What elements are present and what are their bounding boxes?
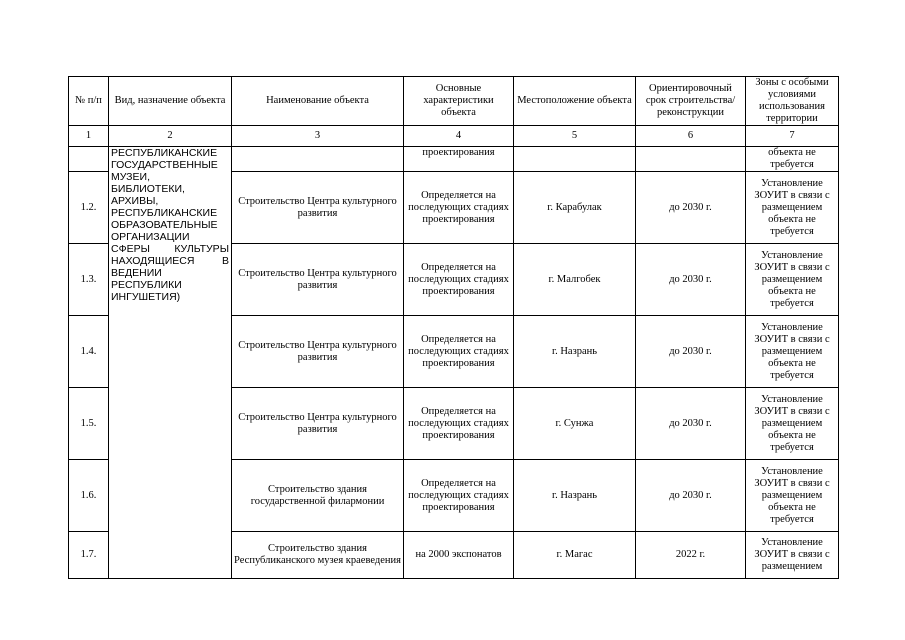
row-term bbox=[636, 147, 746, 172]
row-location: г. Сунжа bbox=[514, 388, 636, 460]
category-line: ОБРАЗОВАТЕЛЬНЫЕ bbox=[111, 219, 218, 231]
continuation-zone: объекта не требуется bbox=[746, 147, 839, 172]
category-line: ВЕДЕНИИ bbox=[111, 267, 162, 279]
column-numbers-row bbox=[69, 126, 839, 147]
row-num: 1.2. bbox=[69, 172, 109, 244]
row-zone: Установление ЗОУИТ в связи с размещением объекта не требуется bbox=[746, 316, 839, 388]
column-number: 4 bbox=[404, 126, 514, 147]
row-name bbox=[232, 147, 404, 172]
row-num: 1.6. bbox=[69, 460, 109, 532]
header-term: Ориентировочный срок строительства/ реконструкции bbox=[636, 77, 746, 126]
category-line: ГОСУДАРСТВЕННЫЕ bbox=[111, 159, 218, 171]
row-name: Строительство Центра культурного развития bbox=[232, 388, 404, 460]
row-location: г. Магас bbox=[514, 532, 636, 579]
header-characteristics: Основные характеристики объекта bbox=[404, 77, 514, 126]
row-term: до 2030 г. bbox=[636, 316, 746, 388]
row-zone: Установление ЗОУИТ в связи с размещением объекта не требуется bbox=[746, 388, 839, 460]
row-characteristics: Определяется на последующих стадиях проектирования bbox=[404, 388, 514, 460]
row-zone: Установление ЗОУИТ в связи с размещением объекта не требуется bbox=[746, 172, 839, 244]
row-name: Строительство здания Республиканского музея краеведения bbox=[232, 532, 404, 579]
header-name: Наименование объекта bbox=[232, 77, 404, 126]
row-term: до 2030 г. bbox=[636, 244, 746, 316]
category-line: РЕСПУБЛИКАНСКИЕ bbox=[111, 207, 218, 219]
row-name: Строительство Центра культурного развития bbox=[232, 244, 404, 316]
category-line: ИНГУШЕТИЯ) bbox=[111, 291, 181, 303]
row-location bbox=[514, 147, 636, 172]
row-num bbox=[69, 147, 109, 172]
category-line: РЕСПУБЛИКАНСКИЕ bbox=[111, 147, 218, 159]
row-characteristics: Определяется на последующих стадиях проектирования bbox=[404, 460, 514, 532]
category-line: ОРГАНИЗАЦИИ bbox=[111, 231, 190, 243]
category-cell bbox=[109, 147, 232, 579]
row-location: г. Назрань bbox=[514, 316, 636, 388]
column-number: 3 bbox=[232, 126, 404, 147]
row-num: 1.3. bbox=[69, 244, 109, 316]
category-line: АРХИВЫ, bbox=[111, 195, 159, 207]
row-characteristics: на 2000 экспонатов bbox=[404, 532, 514, 579]
category-line: СФЕРЫ КУЛЬТУРЫ bbox=[111, 243, 229, 255]
row-characteristics: Определяется на последующих стадиях проектирования bbox=[404, 316, 514, 388]
row-term: до 2030 г. bbox=[636, 388, 746, 460]
column-number: 5 bbox=[514, 126, 636, 147]
column-number: 2 bbox=[109, 126, 232, 147]
header-type: Вид, назначение объекта bbox=[109, 77, 232, 126]
column-number: 7 bbox=[746, 126, 839, 147]
row-zone: Установление ЗОУИТ в связи с размещением объекта не требуется bbox=[746, 244, 839, 316]
row-term: до 2030 г. bbox=[636, 172, 746, 244]
row-name: Строительство Центра культурного развития bbox=[232, 172, 404, 244]
continuation-row bbox=[69, 147, 839, 172]
category-line: БИБЛИОТЕКИ, bbox=[111, 183, 185, 195]
objects-table bbox=[68, 76, 839, 579]
row-num: 1.5. bbox=[69, 388, 109, 460]
row-characteristics: Определяется на последующих стадиях проектирования bbox=[404, 244, 514, 316]
row-location: г. Назрань bbox=[514, 460, 636, 532]
header-zones: Зоны с особыми условиями использования территории bbox=[746, 77, 839, 126]
column-number: 6 bbox=[636, 126, 746, 147]
category-line: МУЗЕИ, bbox=[111, 171, 150, 183]
row-characteristics: Определяется на последующих стадиях проектирования bbox=[404, 172, 514, 244]
column-number: 1 bbox=[69, 126, 109, 147]
header-row bbox=[69, 77, 839, 126]
row-term: 2022 г. bbox=[636, 532, 746, 579]
row-term: до 2030 г. bbox=[636, 460, 746, 532]
category-line: РЕСПУБЛИКИ bbox=[111, 279, 182, 291]
header-num: № п/п bbox=[69, 77, 109, 126]
row-location: г. Карабулак bbox=[514, 172, 636, 244]
category-line: НАХОДЯЩИЕСЯ В bbox=[111, 255, 229, 267]
row-name: Строительство здания государственной филармонии bbox=[232, 460, 404, 532]
row-num: 1.4. bbox=[69, 316, 109, 388]
header-location: Местоположение объекта bbox=[514, 77, 636, 126]
row-num: 1.7. bbox=[69, 532, 109, 579]
row-location: г. Малгобек bbox=[514, 244, 636, 316]
row-zone: Установление ЗОУИТ в связи с размещением объекта не требуется bbox=[746, 460, 839, 532]
row-name: Строительство Центра культурного развития bbox=[232, 316, 404, 388]
continuation-characteristics: проектирования bbox=[404, 147, 514, 172]
row-zone: Установление ЗОУИТ в связи с размещением bbox=[746, 532, 839, 579]
